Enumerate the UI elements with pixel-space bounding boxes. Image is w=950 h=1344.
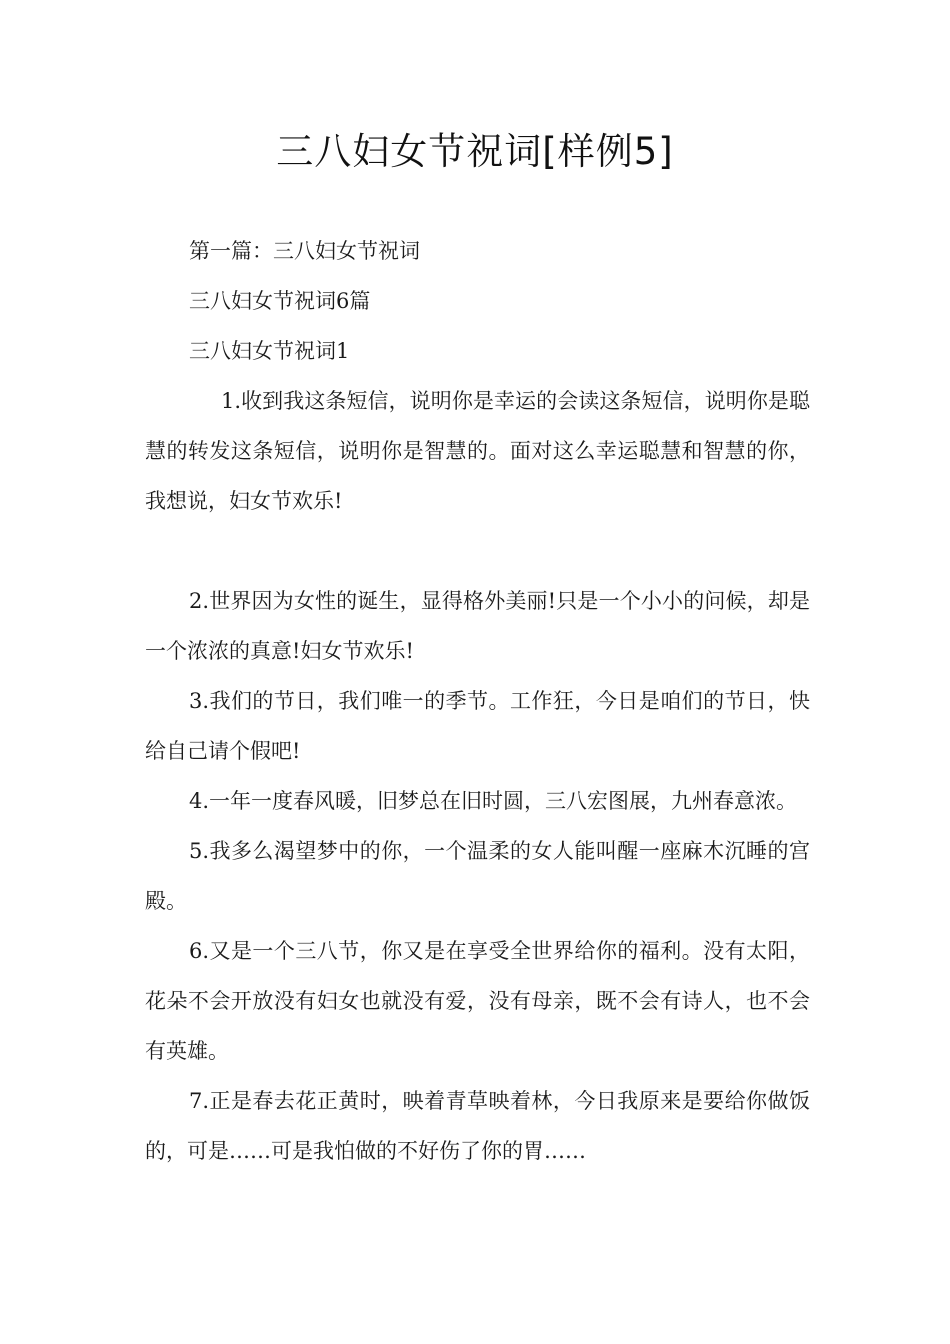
item-heading: 三八妇女节祝词1 [189, 339, 350, 363]
section-heading: 第一篇：三八妇女节祝词 [189, 239, 420, 263]
paragraph-5: 5.我多么渴望梦中的你，一个温柔的女人能叫醒一座麻木沉睡的宫殿。 [145, 839, 810, 913]
paragraph-4: 4.一年一度春风暖，旧梦总在旧时圆，三八宏图展，九州春意浓。 [189, 789, 798, 813]
paragraph-2: 2.世界因为女性的诞生，显得格外美丽!只是一个小小的问候，却是一个浓浓的真意!妇女节欢乐! [145, 589, 810, 663]
subsection-heading: 三八妇女节祝词6篇 [189, 289, 371, 313]
paragraph-3: 3.我们的节日，我们唯一的季节。工作狂，今日是咱们的节日，快给自己请个假吧! [145, 689, 810, 763]
document-title: 三八妇女节祝词[样例5] [276, 130, 674, 173]
document-body [145, 226, 810, 1176]
paragraph-1: 1.收到我这条短信，说明你是幸运的会读这条短信，说明你是聪慧的转发这条短信，说明你是智慧的。面对这么幸运聪慧和智慧的你，我想说，妇女节欢乐! [145, 389, 810, 513]
blank-line [145, 526, 810, 576]
paragraph-7: 7.正是春去花正黄时，映着青草映着林，今日我原来是要给你做饭的，可是……可是我怕做的不好伤了你的胃…… [145, 1089, 810, 1163]
paragraph-6: 6.又是一个三八节，你又是在享受全世界给你的福利。没有太阳，花朵不会开放没有妇女也就没有爱，没有母亲，既不会有诗人，也不会有英雄。 [145, 939, 810, 1063]
